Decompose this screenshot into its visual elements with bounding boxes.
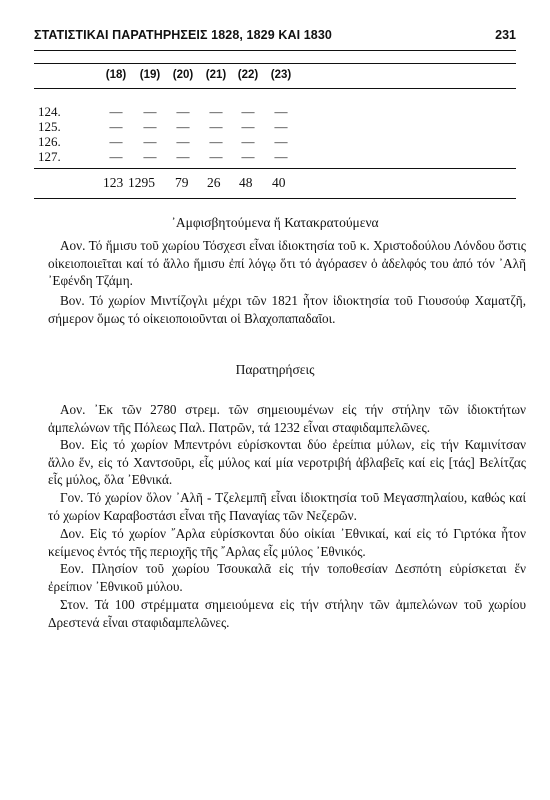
table-cell: — [241,119,255,134]
row-label: 124. [38,104,61,119]
table-top-rule [34,63,516,64]
table-row [0,134,550,149]
table-cell: — [109,149,123,164]
table-cell: — [209,104,223,119]
running-head-title: ΣΤΑΤΙΣΤΙΚΑΙ ΠΑΡΑΤΗΡΗΣΕΙΣ 1828, 1829 ΚΑΙ 1830 [34,28,332,42]
table-cell: — [274,134,288,149]
section-heading-disputed: ᾿Αμφισβητούμενα ἤ Κατακρατούμενα [171,215,379,230]
observation-paragraph-e: Εον. Πλησίον τοῦ χωρίου Τσουκαλᾶ εἰς τήν τοποθεσίαν Δεσπότη εὑρίσκεται ἕν ἐρείπιον ᾿Εθνικοῦ μύλου. [48,561,526,594]
table-row [0,149,550,164]
total-value: 40 [272,175,286,190]
table-cell: — [109,104,123,119]
column-header: (19) [139,69,161,81]
row-label: 125. [38,119,61,134]
total-value: 48 [239,175,253,190]
observation-paragraph-c: Γον. Τό χωρίον ὅλον ᾿Αλῆ - Τζελεμπῆ εἶναι ἰδιοκτησία τοῦ Μεγασπηλαίου, καθώς καί τό χωρίον Καραβοστάσι εἶναι τῆς Παναγίας τῶν Νεζερῶν. [48,490,526,523]
total-value: 26 [207,175,221,190]
table-cell: — [109,119,123,134]
table-cell: — [176,149,190,164]
table-cell: — [143,119,157,134]
section-heading-observations: Παρατηρήσεις [235,362,315,377]
observation-paragraph-f: Στον. Τά 100 στρέμματα σημειούμενα εἰς τήν στήλην τῶν ἀμπελώνων τοῦ χωρίου Δρεστενά εἶναι σταφιδαμπελῶνες. [48,597,526,630]
table-cell: — [209,134,223,149]
total-value: 123 [103,175,124,190]
running-head [34,28,516,48]
table-column-headers [0,69,550,85]
table-cell: — [176,119,190,134]
table-totals-rule [34,168,516,169]
disputed-paragraph-a: Αον. Τό ἥμισυ τοῦ χωρίου Τόσχεσι εἶναι ἰδιοκτησία τοῦ κ. Χριστοδούλου Λόνδου ὅστις οἰκειοποιεῖται καί τό ἄλλο ἥμισυ ἐπί λόγῳ ὅτι τό ἀγόρασεν ὁ ἀδελφός του ἀπό τόν ᾿Αλῆ ᾿Εφένδη Τζάμη. [48,238,526,288]
column-header: (20) [172,69,194,81]
table-totals-row [0,175,550,191]
observation-paragraph-a: Αον. ᾿Εκ τῶν 2780 στρεμ. τῶν σημειουμένων εἰς τήν στήλην τῶν ἰδιοκτήτων ἀμπελώνων τῆς Πόλεως Παλ. Πατρῶν, τά 1232 εἶναι σταφιδαμπελῶνες. [48,402,526,435]
table-row [0,104,550,119]
total-value: 79 [175,175,189,190]
column-header: (23) [270,69,292,81]
table-row [0,119,550,134]
table-bottom-rule [34,198,516,199]
table-cell: — [241,134,255,149]
table-cell: — [209,119,223,134]
table-cell: — [274,149,288,164]
table-cell: — [176,104,190,119]
observation-paragraph-b: Βον. Εἰς τό χωρίον Μπεντρόνι εὑρίσκονται δύο ἐρείπια μύλων, εἰς τήν Καμινίτσαν ἄλλο ἕν, εἰς τό Χαντσοῦρι, εἷς μύλος καί μία νεροτριβή ἀβλαβεῖς καί εἰς [τάς] Βελίτζας εἷς μύλος, ὅλα ᾿Εθνικά. [48,437,526,487]
column-header: (22) [237,69,259,81]
table-header-rule [34,88,516,89]
column-header: (21) [205,69,227,81]
disputed-paragraph-b: Βον. Τό χωρίον Μιντίζογλι μέχρι τῶν 1821 ἦτον ἰδιοκτησία τοῦ Γιουσούφ Χαματζῆ, σήμερον ὅμως τό οἰκειοποιοῦνται οἱ Βλαχοπαπαδαῖοι. [48,293,526,326]
table-cell: — [143,104,157,119]
table-cell: — [274,119,288,134]
column-header: (18) [105,69,127,81]
row-label: 127. [38,149,61,164]
table-cell: — [143,149,157,164]
table-cell: — [143,134,157,149]
table-cell: — [274,104,288,119]
total-value: 1295 [128,175,155,190]
row-label: 126. [38,134,61,149]
table-cell: — [241,149,255,164]
table-cell: — [209,149,223,164]
header-rule [34,50,516,51]
observation-paragraph-d: Δον. Εἰς τό χωρίον ῎Αρλα εὑρίσκονται δύο οἰκίαι ᾿Εθνικαί, καί εἰς τό Γιρτόκα ἦτον κείμενος ἐντός τῆς περιοχῆς τῆς ῎Αρλας εἷς μύλος ᾿Εθνικός. [48,526,526,559]
page-number: 231 [495,28,516,42]
table-cell: — [109,134,123,149]
table-cell: — [176,134,190,149]
table-cell: — [241,104,255,119]
